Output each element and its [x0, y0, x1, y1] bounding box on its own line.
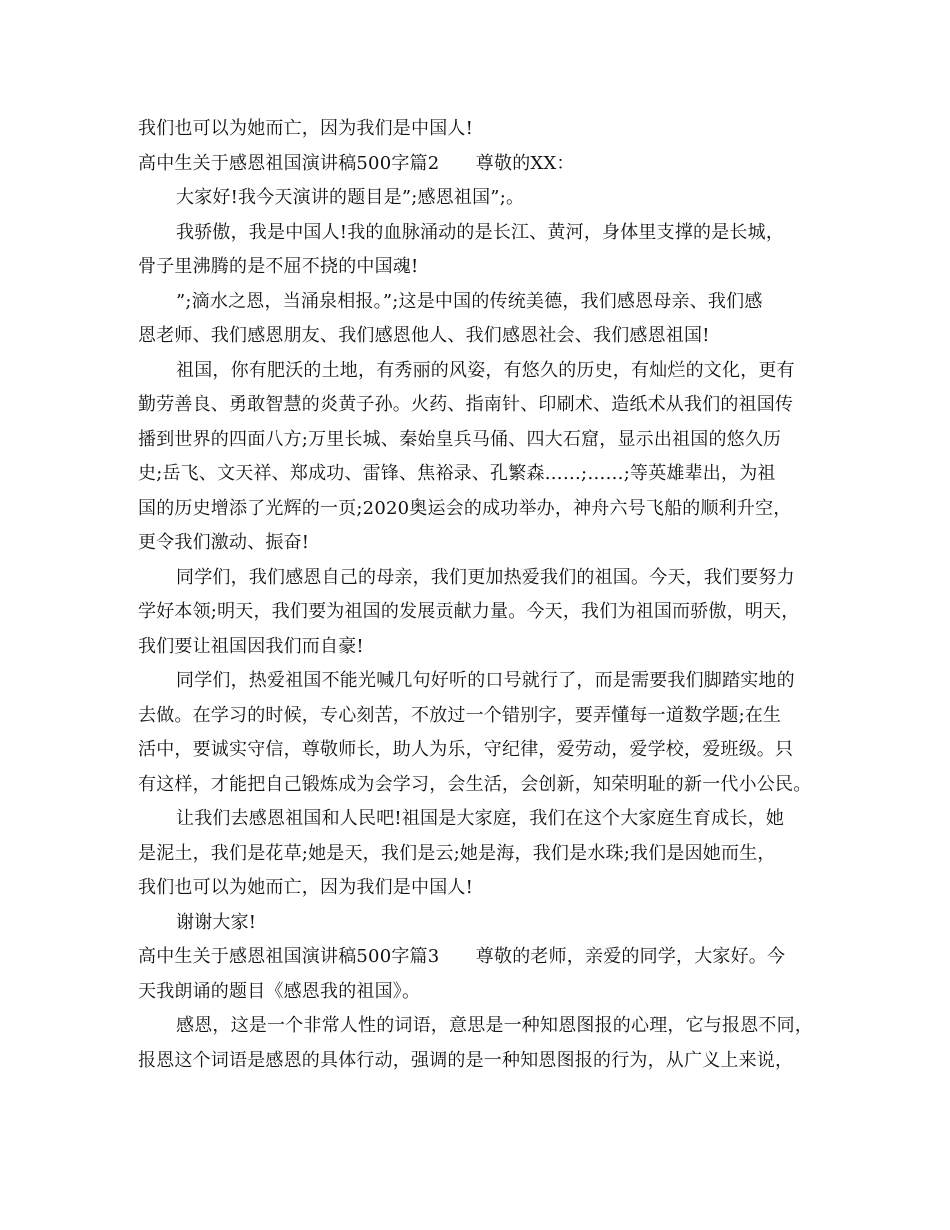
text-line: 骨子里沸腾的是不屈不挠的中国魂! [138, 256, 419, 277]
section-heading-line: 高中生关于感恩祖国演讲稿500字篇2 尊敬的XX： [138, 152, 575, 174]
text-line: 史;岳飞、文天祥、郑成功、雷锋、焦裕录、孔繁森……;……;等英雄辈出，为祖 [138, 463, 776, 484]
text-line: 让我们去感恩祖国和人民吧!祖国是大家庭，我们在这个大家庭生育成长，她 [176, 808, 785, 829]
text-line: ”;滴水之恩，当涌泉相报。”;这是中国的传统美德，我们感恩母亲、我们感 [176, 290, 763, 312]
text-line: 勤劳善良、勇敢智慧的炎黄子孙。火药、指南针、印刷术、造纸术从我们的祖国传 [138, 394, 794, 415]
text-line: 报恩这个词语是感恩的具体行动，强调的是一种知恩图报的行为，从广义上来说， [138, 1049, 794, 1071]
section-heading-line: 高中生关于感恩祖国演讲稿500字篇3 尊敬的老师，亲爱的同学，大家好。今 [138, 946, 786, 967]
text-line: 同学们，热爱祖国不能光喊几句好听的口号就行了，而是需要我们脚踏实地的 [176, 670, 795, 691]
text-line: 我们要让祖国因我们而自豪! [138, 635, 364, 657]
text-line: 祖国，你有肥沃的土地，有秀丽的风姿，有悠久的历史，有灿烂的文化，更有 [176, 359, 795, 381]
text-line: 谢谢大家! [176, 911, 257, 933]
text-line: 我们也可以为她而亡，因为我们是中国人! [138, 877, 474, 898]
text-line: 国的历史增添了光辉的一页;2020奥运会的成功举办，神舟六号飞船的顺利升空， [138, 497, 792, 519]
text-line: 恩老师、我们感恩朋友、我们感恩他人、我们感恩社会、我们感恩祖国! [138, 325, 710, 346]
text-line: 感恩，这是一个非常人性的词语，意思是一种知恩图报的心理，它与报恩不同， [176, 1015, 813, 1036]
text-line: 播到世界的四面八方;万里长城、秦始皇兵马俑、四大石窟，显示出祖国的悠久历 [138, 428, 782, 450]
text-line: 我们也可以为她而亡，因为我们是中国人! [138, 118, 474, 139]
text-line: 是泥土，我们是花草;她是天，我们是云;她是海，我们是水珠;我们是因她而生， [138, 842, 776, 864]
text-line: 更令我们激动、振奋! [138, 532, 310, 553]
text-line: 去做。在学习的时候，专心刻苦，不放过一个错别字，要弄懂每一道数学题;在生 [138, 704, 782, 726]
text-line: 同学们，我们感恩自己的母亲，我们更加热爱我们的祖国。今天，我们要努力 [176, 566, 795, 588]
text-line: 大家好!我今天演讲的题目是”;感恩祖国”;。 [176, 187, 525, 208]
text-line: 有这样，才能把自己锻炼成为会学习，会生活，会创新，知荣明耻的新一代小公民。 [138, 773, 812, 795]
text-line: 学好本领;明天，我们要为祖国的发展贡献力量。今天，我们为祖国而骄傲，明天， [138, 601, 800, 622]
text-line: 天我朗诵的题目《感恩我的祖国》。 [138, 980, 421, 1002]
text-line: 活中，要诚实守信，尊敬师长，助人为乐，守纪律，爱劳动，爱学校，爱班级。只 [138, 739, 794, 760]
document-page [138, 112, 828, 1078]
text-line: 我骄傲，我是中国人!我的血脉涌动的是长江、黄河，身体里支撑的是长城， [176, 221, 785, 243]
